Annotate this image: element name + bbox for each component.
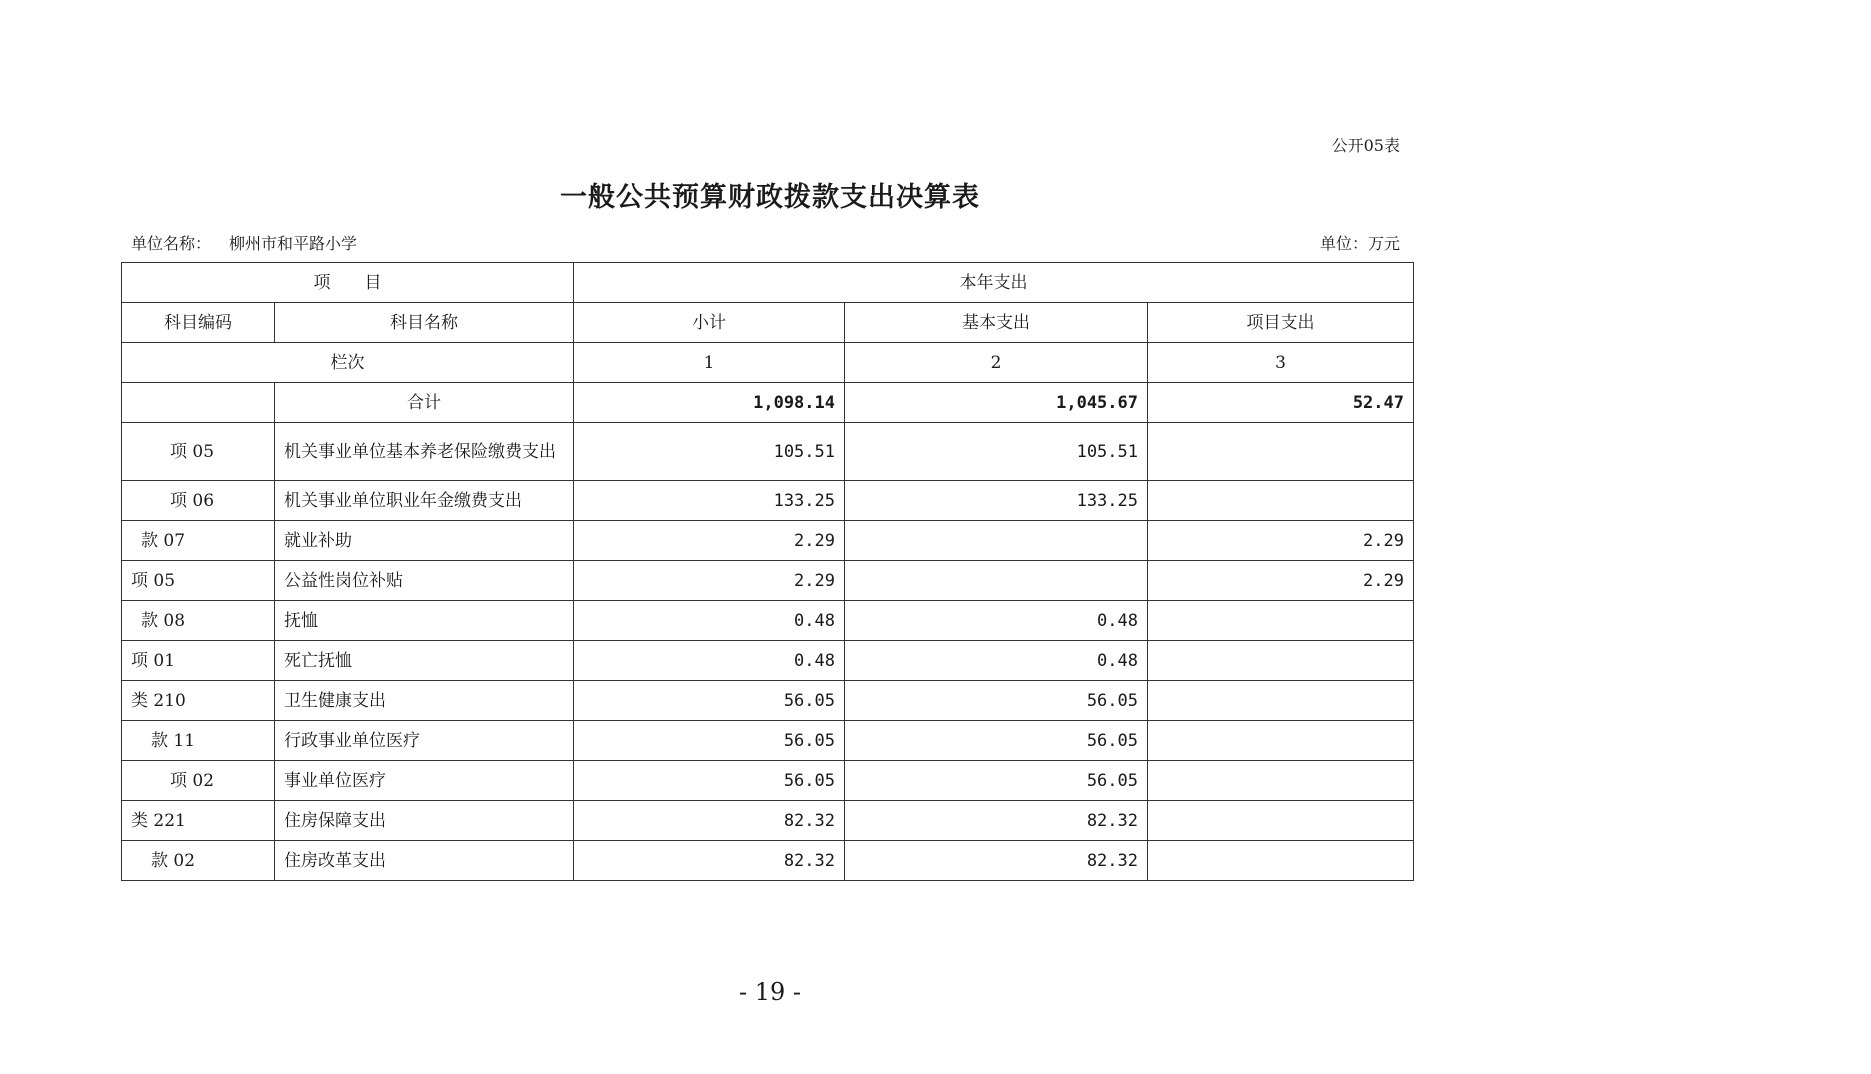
table-row [122, 801, 1414, 841]
row-code: 款 07 [122, 521, 275, 561]
row-name: 机关事业单位基本养老保险缴费支出 [275, 423, 574, 481]
row-project [1148, 641, 1414, 681]
row-project [1148, 841, 1414, 881]
row-basic: 82.32 [845, 801, 1148, 841]
total-label: 合计 [275, 383, 574, 423]
row-project [1148, 761, 1414, 801]
row-basic: 0.48 [845, 601, 1148, 641]
row-name: 机关事业单位职业年金缴费支出 [275, 481, 574, 521]
row-subtotal: 56.05 [574, 761, 845, 801]
header-row-top [122, 263, 1414, 303]
col-header-project: 项目支出 [1148, 303, 1414, 343]
row-name: 死亡抚恤 [275, 641, 574, 681]
column-index-1: 1 [574, 343, 845, 383]
table-row [122, 423, 1414, 481]
row-name: 抚恤 [275, 601, 574, 641]
row-subtotal: 0.48 [574, 641, 845, 681]
col-header-basic: 基本支出 [845, 303, 1148, 343]
page-number: - 19 - [738, 978, 801, 1006]
row-project [1148, 721, 1414, 761]
column-index-3: 3 [1148, 343, 1414, 383]
row-name: 公益性岗位补贴 [275, 561, 574, 601]
row-code: 类 210 [122, 681, 275, 721]
row-subtotal: 133.25 [574, 481, 845, 521]
row-basic: 56.05 [845, 761, 1148, 801]
row-subtotal: 2.29 [574, 521, 845, 561]
table-row [122, 761, 1414, 801]
org-label: 单位名称： [131, 234, 212, 253]
row-code: 项 05 [122, 423, 275, 481]
table-row [122, 481, 1414, 521]
row-name: 卫生健康支出 [275, 681, 574, 721]
row-code: 项 06 [122, 481, 275, 521]
table-row [122, 601, 1414, 641]
total-row [122, 383, 1414, 423]
col-header-subtotal: 小计 [574, 303, 845, 343]
row-project: 2.29 [1148, 561, 1414, 601]
total-subtotal: 1,098.14 [574, 383, 845, 423]
column-index-2: 2 [845, 343, 1148, 383]
row-code: 项 02 [122, 761, 275, 801]
row-basic: 56.05 [845, 681, 1148, 721]
row-subtotal: 82.32 [574, 841, 845, 881]
row-project: 2.29 [1148, 521, 1414, 561]
row-subtotal: 56.05 [574, 721, 845, 761]
table-row [122, 561, 1414, 601]
row-subtotal: 82.32 [574, 801, 845, 841]
row-code: 款 02 [122, 841, 275, 881]
total-basic: 1,045.67 [845, 383, 1148, 423]
total-code-cell [122, 383, 275, 423]
row-subtotal: 0.48 [574, 601, 845, 641]
table-row [122, 841, 1414, 881]
expenditure-table [121, 262, 1414, 881]
row-name: 就业补助 [275, 521, 574, 561]
row-name: 住房保障支出 [275, 801, 574, 841]
organization-line [131, 231, 357, 254]
row-code: 项 01 [122, 641, 275, 681]
row-name: 住房改革支出 [275, 841, 574, 881]
unit-label: 单位：万元 [1319, 234, 1400, 253]
row-basic: 82.32 [845, 841, 1148, 881]
row-project [1148, 681, 1414, 721]
row-code: 项 05 [122, 561, 275, 601]
table-row [122, 641, 1414, 681]
row-basic: 56.05 [845, 721, 1148, 761]
total-project: 52.47 [1148, 383, 1414, 423]
row-project [1148, 423, 1414, 481]
table-row [122, 681, 1414, 721]
org-name: 柳州市和平路小学 [229, 234, 358, 253]
column-index-row [122, 343, 1414, 383]
header-row-columns [122, 303, 1414, 343]
table-row [122, 721, 1414, 761]
row-project [1148, 801, 1414, 841]
row-subtotal: 2.29 [574, 561, 845, 601]
row-basic: 133.25 [845, 481, 1148, 521]
table-row [122, 521, 1414, 561]
row-code: 款 08 [122, 601, 275, 641]
header-project: 项 目 [122, 263, 574, 303]
row-name: 事业单位医疗 [275, 761, 574, 801]
header-current-year: 本年支出 [574, 263, 1414, 303]
form-number: 公开05表 [1331, 136, 1400, 155]
col-header-name: 科目名称 [275, 303, 574, 343]
row-project [1148, 601, 1414, 641]
row-subtotal: 56.05 [574, 681, 845, 721]
row-project [1148, 481, 1414, 521]
row-code: 款 11 [122, 721, 275, 761]
page-title: 一般公共预算财政拨款支出决算表 [560, 182, 980, 213]
row-basic [845, 561, 1148, 601]
row-subtotal: 105.51 [574, 423, 845, 481]
column-index-label: 栏次 [122, 343, 574, 383]
row-code: 类 221 [122, 801, 275, 841]
col-header-code: 科目编码 [122, 303, 275, 343]
row-basic [845, 521, 1148, 561]
row-basic: 105.51 [845, 423, 1148, 481]
row-basic: 0.48 [845, 641, 1148, 681]
row-name: 行政事业单位医疗 [275, 721, 574, 761]
